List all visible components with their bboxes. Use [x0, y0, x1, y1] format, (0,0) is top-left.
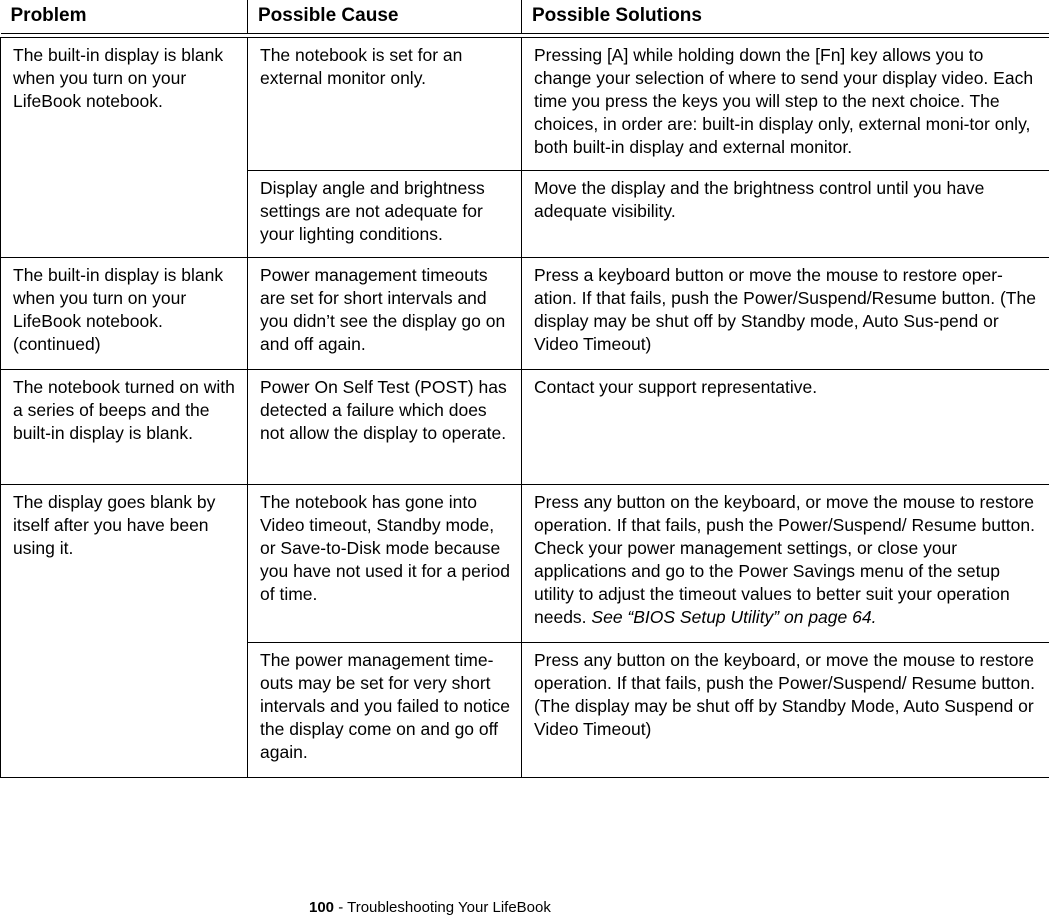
- solution-cell: Move the display and the brightness control until you have adequate visibility.: [522, 171, 1049, 258]
- footer-title: Troubleshooting Your LifeBook: [347, 899, 551, 916]
- page-footer: [309, 899, 551, 917]
- solution-cell: Press any button on the keyboard, or move the mouse to restore operation. If that fails, push the Power/Suspend/ Resume button. (The display may be shut off by Standby Mode, Auto Suspend or Video Timeout): [522, 643, 1049, 778]
- solution-cell: [522, 485, 1049, 643]
- problem-cell: The built-in display is blank when you turn on your LifeBook notebook.: [1, 38, 248, 258]
- table-row: [1, 38, 1049, 171]
- page-number: 100: [309, 899, 335, 916]
- problem-cell: The display goes blank by itself after you have been using it.: [1, 485, 248, 778]
- solution-cell: Contact your support representative.: [522, 370, 1049, 485]
- footer-separator: -: [334, 899, 348, 916]
- cause-cell: The notebook is set for an external monitor only.: [248, 38, 522, 171]
- cause-cell: The power management time-outs may be set for very short intervals and you failed to notice the display come on and go off again.: [248, 643, 522, 778]
- cause-cell: Power On Self Test (POST) has detected a failure which does not allow the display to operate.: [248, 370, 522, 485]
- header-problem: Problem: [1, 0, 248, 34]
- table-row: [1, 258, 1049, 370]
- solution-cell: Pressing [A] while holding down the [Fn] key allows you to change your selection of where to send your display video. Each time you press the keys you will step to the next choice. The choices, in order are: built-in display only, external moni-tor only, both built-in display and external monitor.: [522, 38, 1049, 171]
- table-header-row: [1, 0, 1049, 34]
- cause-cell: Display angle and brightness settings are not adequate for your lighting conditions.: [248, 171, 522, 258]
- solution-cell: Press a keyboard button or move the mouse to restore oper-ation. If that fails, push the Power/Suspend/Resume button. (The display may be shut off by Standby mode, Auto Sus-pend or Video Timeout): [522, 258, 1049, 370]
- problem-cell: The notebook turned on with a series of beeps and the built-in display is blank.: [1, 370, 248, 485]
- cross-reference-link[interactable]: See “BIOS Setup Utility” on page 64.: [591, 607, 877, 627]
- header-possible-cause: Possible Cause: [248, 0, 522, 34]
- cause-cell: The notebook has gone into Video timeout, Standby mode, or Save-to-Disk mode because you have not used it for a period of time.: [248, 485, 522, 643]
- table-row: [1, 485, 1049, 643]
- header-possible-solutions: Possible Solutions: [522, 0, 1049, 34]
- table-row: [1, 370, 1049, 485]
- solution-text: Press any button on the keyboard, or move the mouse to restore operation. If that fails, push the Power/Suspend/ Resume button. Check your power management settings, or close your applications and go to the Power Savings menu of the setup utility to adjust the timeout values to better suit your operation needs.: [534, 492, 1035, 627]
- problem-cell: The built-in display is blank when you turn on your LifeBook notebook. (continued): [1, 258, 248, 370]
- cause-cell: Power management timeouts are set for short intervals and you didn’t see the display go on and off again.: [248, 258, 522, 370]
